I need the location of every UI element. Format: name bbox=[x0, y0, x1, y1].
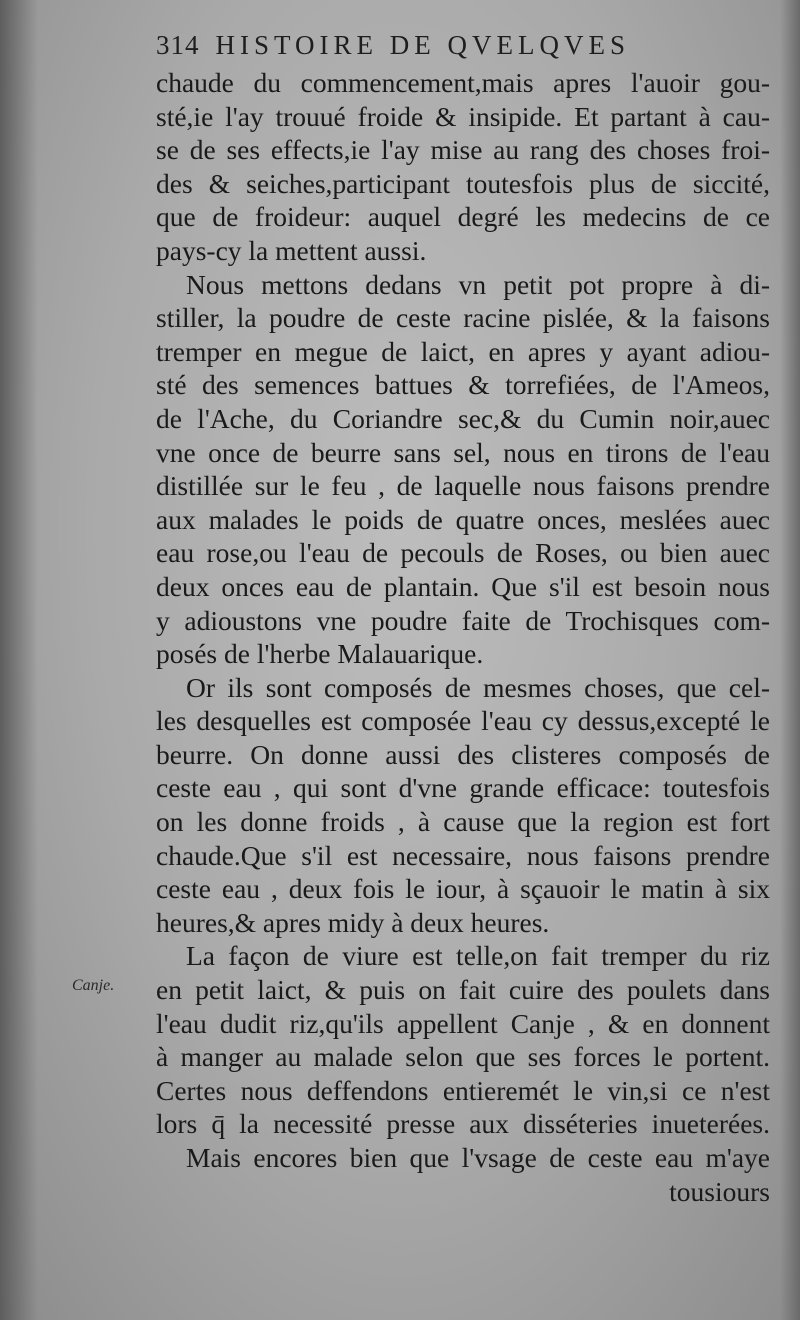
text-line: à manger au malade selon que ses forces le portent. bbox=[156, 1041, 770, 1073]
text-line: Mais encores bien que l'vsage de ceste eau m'aye bbox=[186, 1142, 770, 1173]
text-line: tremper en megue de laict, en apres y ayant adiou- bbox=[156, 335, 770, 367]
text-line: vne once de beurre sans sel, nous en tirons de l'eau bbox=[156, 436, 770, 468]
margin-note: Canje. bbox=[72, 977, 115, 994]
text-line: que de froideur: auquel degré les medecins de ce bbox=[156, 201, 770, 233]
text-line: sté,ie l'ay trouué froide & insipide. Et partant à cau- bbox=[156, 100, 770, 132]
text-line: chaude.Que s'il est necessaire, nous faisons prendre bbox=[156, 839, 770, 871]
text-line: beurre. On donne aussi des clisteres composés de bbox=[156, 738, 770, 770]
text-line: Nous mettons dedans vn petit pot propre à di- bbox=[186, 268, 770, 300]
text-line: les desquelles est composée l'eau cy dessus,excepté le bbox=[156, 705, 770, 737]
text-line: deux onces eau de plantain. Que s'il est besoin nous bbox=[156, 570, 770, 602]
text-line: l'eau dudit riz,qu'ils appellent Canje , & en donnent bbox=[156, 1007, 770, 1039]
running-title: HISTOIRE DE QVELQVES bbox=[215, 30, 630, 60]
text-line: La façon de viure est telle,on fait tremper du riz bbox=[186, 940, 770, 972]
text-line: sté des semences battues & torrefiées, de l'Ameos, bbox=[156, 369, 770, 401]
page-number: 314 bbox=[156, 30, 200, 60]
text-line: ceste eau , qui sont d'vne grande efficace: toutesfois bbox=[156, 772, 770, 804]
text-line: de l'Ache, du Coriandre sec,& du Cumin noir,auec bbox=[156, 402, 770, 434]
text-line: heures,& apres midy à deux heures. bbox=[156, 906, 550, 938]
text-line: posés de l'herbe Malauarique. bbox=[156, 638, 484, 670]
text-line: Certes nous deffendons entieremét le vin,si ce n'est bbox=[156, 1074, 770, 1106]
text-line: aux malades le poids de quatre onces, meslées auec bbox=[156, 503, 770, 535]
text-line: eau rose,ou l'eau de pecouls de Roses, ou bien auec bbox=[156, 537, 770, 569]
catchword: tousiours bbox=[669, 1175, 770, 1207]
text-line: Or ils sont composés de mesmes choses, que cel- bbox=[186, 671, 770, 703]
text-line: y adioustons vne poudre faite de Trochisques com- bbox=[156, 604, 770, 636]
text-line: on les donne froids , à cause que la region est fort bbox=[156, 806, 770, 838]
text-line: distillée sur le feu , de laquelle nous faisons prendre bbox=[156, 470, 770, 502]
text-line: en petit laict, & puis on fait cuire des poulets dans bbox=[156, 974, 770, 1006]
body-text bbox=[156, 66, 770, 1208]
text-line: chaude du commencement,mais apres l'auoir gou- bbox=[156, 67, 770, 98]
running-head bbox=[156, 30, 776, 61]
text-line: stiller, la poudre de ceste racine pislée, & la faisons bbox=[156, 302, 770, 334]
text-line: se de ses effects,ie l'ay mise au rang des choses froi- bbox=[156, 134, 770, 166]
text-line: pays-cy la mettent aussi. bbox=[156, 234, 427, 266]
text-line: lors q̄ la necessité presse aux disséteries inueterées. bbox=[156, 1108, 770, 1140]
text-line: des & seiches,participant toutesfois plus de siccité, bbox=[156, 167, 770, 199]
text-line: ceste eau , deux fois le iour, à sçauoir le matin à six bbox=[156, 873, 770, 905]
